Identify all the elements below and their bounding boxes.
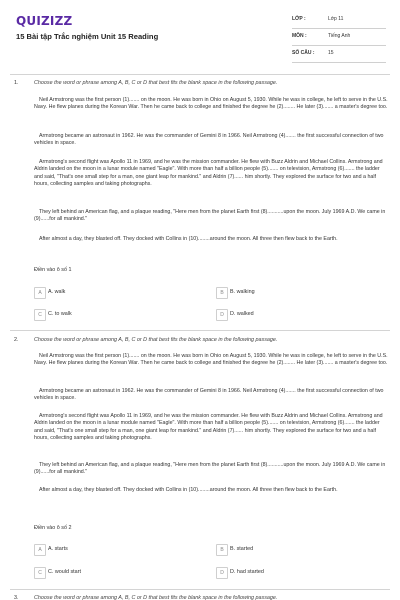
question-number: 1. [14,80,19,86]
option-text: D. walked [230,311,254,317]
divider [10,589,390,590]
passage-paragraph: After almost a day, they blasted off. They docked with Collins in (10)........around the moon. All three then flew back to the Earth. [39,487,338,493]
option-a[interactable] [34,544,194,556]
option-c[interactable] [34,567,194,579]
quizizz-logo: QUIZIZZ [16,14,73,28]
divider [10,74,390,75]
option-text: B. walking [230,289,255,295]
passage-paragraph: Armstrong became an astronaut in 1962. He was the commander of Gemini 8 in 1966. Neil Armstrong (4)....... the first successful connection of two vehicles in space. [34,388,384,402]
option-letter-box: B [216,544,228,556]
page-title: 15 Bài tập Trắc nghiệm Unit 15 Reading [16,32,159,41]
option-letter-box: B [216,287,228,299]
option-a[interactable] [34,287,194,299]
option-text: D. had started [230,569,264,575]
passage-paragraph: Neil Armstrong was the first person (1)....... on the moon. He was born in Ohio on August 5, 1930. While he was in college, he left to serve in the U.S. Navy. He flew planes during the Korean War. Then he came back to college and finished the degree he (2)........ He later (3)....... a master's degree too. [34,353,388,367]
meta-row-class [292,14,386,29]
option-letter-box: D [216,309,228,321]
question-prompt: Điền vào ô số 1 [34,267,72,273]
option-text: C. to walk [48,311,72,317]
option-text: B. started [230,546,254,552]
passage-paragraph: They left behind an American flag, and a plaque reading, "Here men from the planet Earth first (8)...........upon the moon. July 1969 A.D. We came in (9)......for all mankind." [34,209,386,223]
meta-row-count [292,48,386,63]
option-b[interactable] [216,544,376,556]
option-text: A. starts [48,546,68,552]
meta-value: 15 [328,50,334,56]
passage-paragraph: Armstrong became an astronaut in 1962. He was the commander of Gemini 8 in 1966. Neil Armstrong (4)....... the first successful connection of two vehicles in space. [34,133,384,147]
meta-value: Tiếng Anh [328,33,351,39]
question-instruction: Choose the word or phrase among A, B, C or D that best fits the blank space in the following passage. [34,80,278,86]
option-letter-box: A [34,544,46,556]
question-number: 2. [14,337,19,343]
worksheet-header [0,0,400,66]
divider [10,330,390,331]
option-letter-box: C [34,567,46,579]
question-number: 3. [14,595,19,600]
passage-paragraph: Armstrong's second flight was Apollo 11 in 1969, and he was the mission commander. He flew with Buzz Aldrin and Michael Collins. Armstrong and Aldrin landed on the moon in a lunar module named "Eagle". With more than half a billion people (5)....... on television, Armstrong (6)....... the ladder and said, "That's one small step for a man, one giant leap for mankind." and Aldrin (7)...... him shortly. They explored the surface for two and a half hours, collecting samples and taking photographs. [34,413,383,442]
worksheet-meta [292,14,386,65]
passage-paragraph: They left behind an American flag, and a plaque reading, "Here men from the planet Earth first (8)...........upon the moon. July 1969 A.D. We came in (9)......for all mankind." [34,462,386,476]
option-text: C. would start [48,569,81,575]
passage-paragraph: After almost a day, they blasted off. They docked with Collins in (10)........around the moon. All three then flew back to the Earth. [39,236,338,242]
option-d[interactable] [216,567,376,579]
question-instruction: Choose the word or phrase among A, B, C or D that best fits the blank space in the following passage. [34,337,278,343]
meta-key: LỚP : [292,16,306,22]
option-b[interactable] [216,287,376,299]
passage-paragraph: Armstrong's second flight was Apollo 11 in 1969, and he was the mission commander. He flew with Buzz Aldrin and Michael Collins. Armstrong and Aldrin landed on the moon in a lunar module named "Eagle". With more than half a billion people (5)....... on television, Armstrong (6)....... the ladder and said, "That's one small step for a man, one giant leap for mankind." and Aldrin (7)...... him shortly. They explored the surface for two and a half hours, collecting samples and taking photographs. [34,159,383,188]
option-letter-box: A [34,287,46,299]
meta-row-subject [292,31,386,46]
meta-key: SỐ CÂU : [292,50,315,56]
option-d[interactable] [216,309,376,321]
meta-value: Lớp 11 [328,16,344,22]
question-prompt: Điền vào ô số 2 [34,525,72,531]
passage-paragraph: Neil Armstrong was the first person (1)....... on the moon. He was born in Ohio on August 5, 1930. While he was in college, he left to serve in the U.S. Navy. He flew planes during the Korean War. Then he came back to college and finished the degree he (2)........ He later (3)....... a master's degree too. [34,97,388,111]
option-letter-box: C [34,309,46,321]
meta-key: MÔN : [292,33,307,39]
option-letter-box: D [216,567,228,579]
question-instruction: Choose the word or phrase among A, B, C or D that best fits the blank space in the following passage. [34,595,278,600]
option-c[interactable] [34,309,194,321]
option-text: A. walk [48,289,66,295]
